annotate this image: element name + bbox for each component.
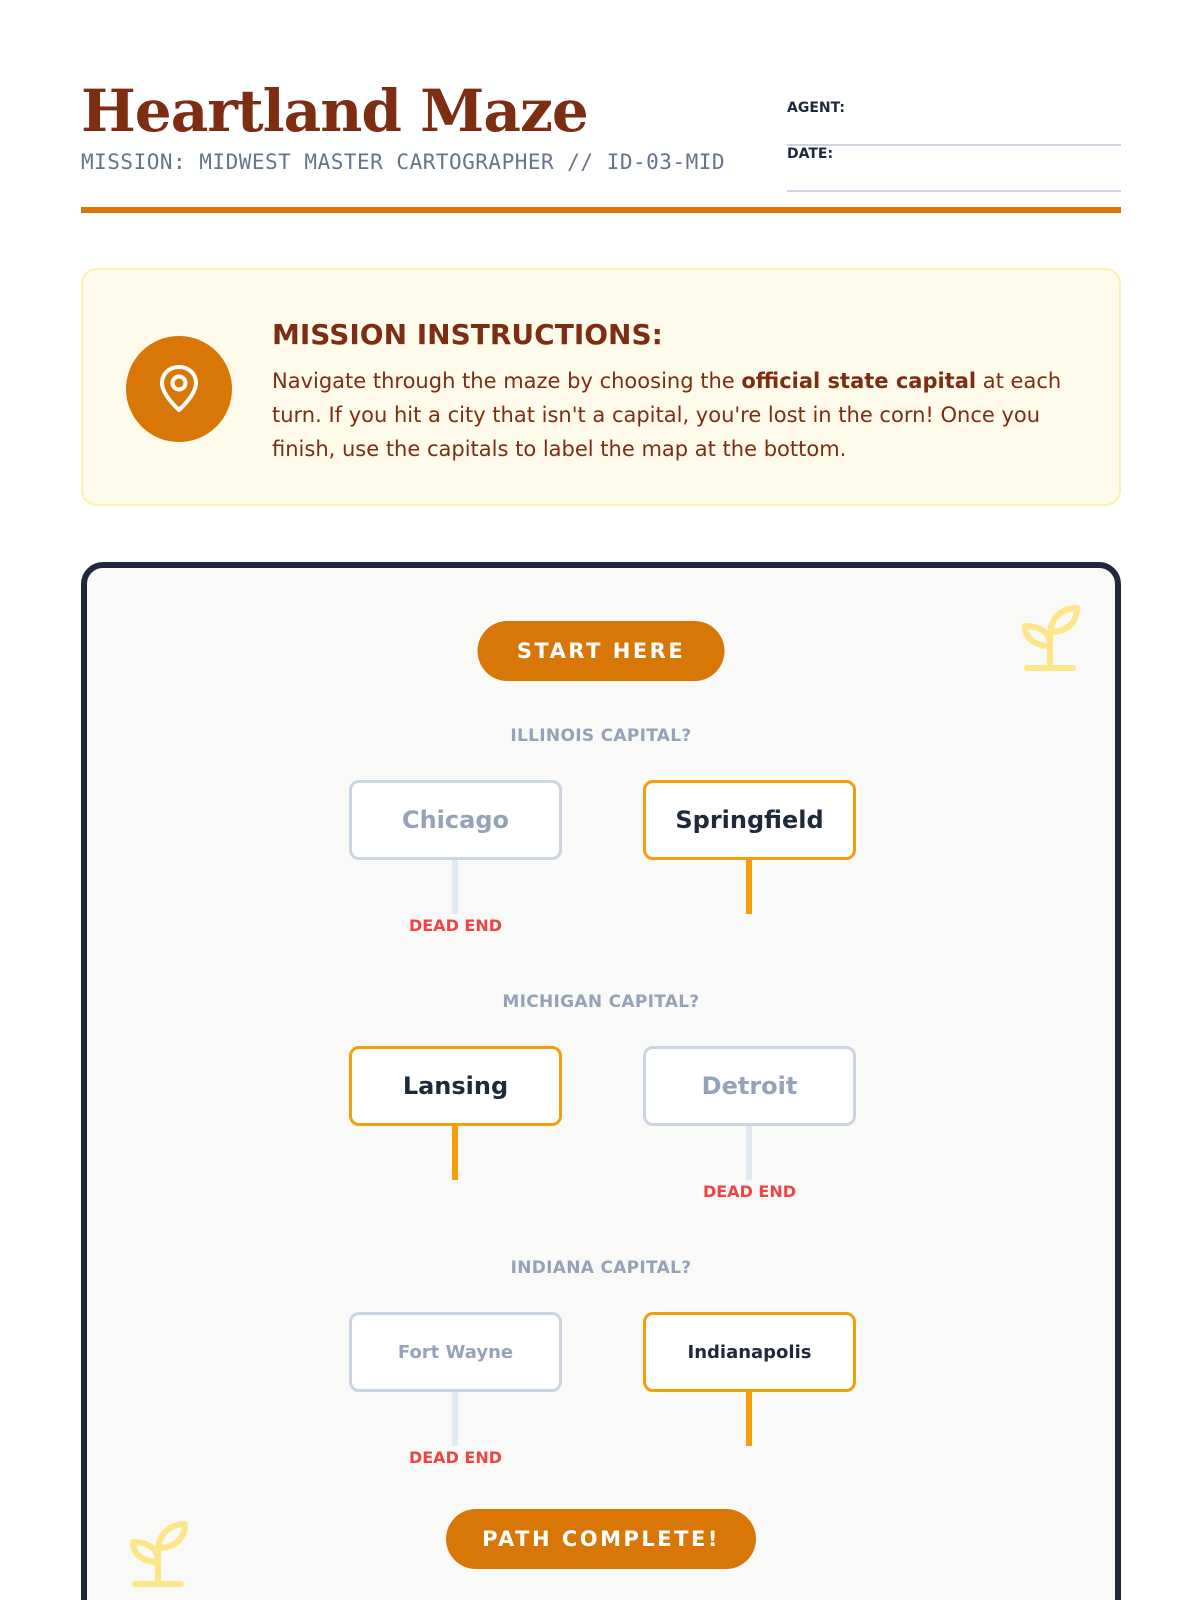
path-segment [452,1392,458,1446]
sprout-icon [125,1518,191,1590]
choice-fort-wayne[interactable]: Fort Wayne [349,1312,562,1392]
path-segment [746,860,752,914]
dead-end-label: DEAD END [408,1448,503,1467]
path-segment [746,1126,752,1180]
header-divider [81,207,1121,213]
path-segment [746,1392,752,1446]
choice-chicago[interactable]: Chicago [349,780,562,860]
map-pin-icon [126,336,232,442]
dead-end-label: DEAD END [702,1182,797,1201]
page-title: Heartland Maze [81,77,588,145]
instructions-text-bold: official state capital [741,369,977,393]
instructions-text-after: at each turn. If you hit a city that isn't a capital, you're lost in the corn! Once you finish, use the capitals to label the map at the bottom. [272,369,1062,461]
date-label: DATE: [787,146,834,162]
agent-label: AGENT: [787,100,845,116]
instructions-card [81,268,1121,506]
choice-detroit[interactable]: Detroit [643,1046,856,1126]
choice-indianapolis[interactable]: Indianapolis [643,1312,856,1392]
instructions-text-before: Navigate through the maze by choosing the [272,369,742,393]
path-segment [452,860,458,914]
choice-springfield[interactable]: Springfield [643,780,856,860]
instructions-text [272,364,1072,466]
question-michigan: MICHIGAN CAPITAL? [502,992,700,1012]
dead-end-label: DEAD END [408,916,503,935]
instructions-title: MISSION INSTRUCTIONS: [272,318,663,351]
maze-board [81,562,1121,1600]
start-button[interactable]: START HERE [478,621,725,681]
mission-subtitle: MISSION: MIDWEST MASTER CARTOGRAPHER // ID-03-MID [81,150,726,174]
date-field[interactable] [787,146,1121,192]
sprout-icon [1017,602,1083,674]
choice-lansing[interactable]: Lansing [349,1046,562,1126]
agent-field[interactable] [787,100,1121,146]
path-segment [452,1126,458,1180]
agent-date-fields [787,100,1121,192]
worksheet-header [81,78,1121,213]
question-illinois: ILLINOIS CAPITAL? [510,726,692,746]
path-complete-button[interactable]: PATH COMPLETE! [446,1509,756,1569]
question-indiana: INDIANA CAPITAL? [510,1258,692,1278]
